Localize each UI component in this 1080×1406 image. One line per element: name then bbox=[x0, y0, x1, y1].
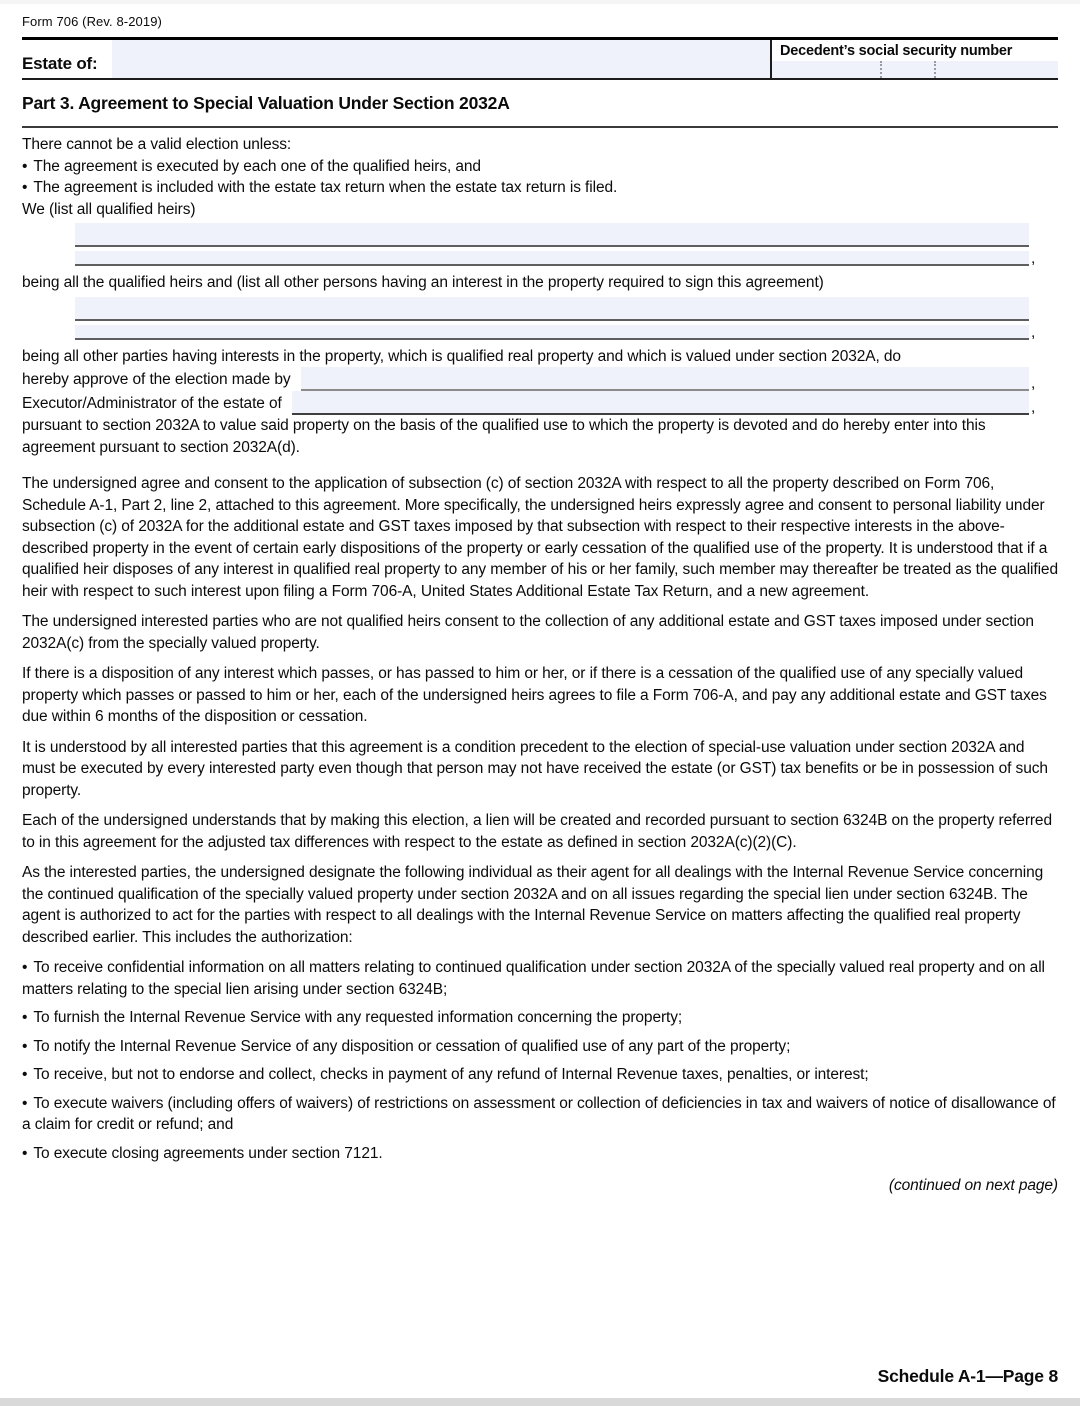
qualified-heirs-field-2[interactable] bbox=[75, 251, 1029, 266]
agreement-paragraph: Each of the undersigned understands that by making this election, a lien will be created and recorded pursuant to section 6324B on the property referred to in this agreement for the adjusted tax differences with respect to the estate as defined in section 2032A(c)(2)(C). bbox=[22, 812, 1052, 851]
condition-item bbox=[22, 156, 1058, 178]
authorization-text: To notify the Internal Revenue Service of any disposition or cessation of qualified use of any part of the property; bbox=[33, 1037, 791, 1055]
ssn-label: Decedent’s social security number bbox=[780, 43, 1013, 59]
ssn-cell bbox=[770, 40, 1058, 78]
ssn-segment-3[interactable] bbox=[936, 61, 1058, 78]
election-intro: There cannot be a valid election unless: bbox=[22, 136, 292, 153]
authorization-text: To receive confidential information on all matters relating to continued qualification under section 2032A of the specially valued real property and on all matters relating to the special lien arising under section 6324B; bbox=[22, 959, 1045, 998]
agreement-paragraph: If there is a disposition of any interest which passes, or has passed to him or her, or if there is a cessation of the qualified use of any specially valued property which passes or passed to him or her, each of the undersigned heirs agrees to file a Form 706-A, and pay any additional estate and GST taxes due within 6 months of the disposition or cessation. bbox=[22, 665, 1047, 725]
estate-header-band bbox=[22, 37, 1058, 80]
bullet-icon: • bbox=[22, 1144, 28, 1162]
ssn-segment-1[interactable] bbox=[772, 61, 882, 78]
parties-connector-text: being all other parties having interests in the property, which is qualified real property and which is valued under section 2032A, do bbox=[22, 347, 901, 365]
ssn-segment-2[interactable] bbox=[882, 61, 936, 78]
authorization-text: To execute waivers (including offers of waivers) of restrictions on assessment or collection of deficiencies in tax and waivers of notice of disallowance of a claim for credit or refund; and bbox=[22, 1094, 1056, 1133]
bullet-icon: • bbox=[22, 157, 28, 175]
estate-of-label: Estate of: bbox=[22, 54, 98, 73]
authorization-item bbox=[22, 957, 1058, 1000]
election-made-by-field[interactable] bbox=[301, 367, 1030, 391]
comma-suffix: , bbox=[1031, 375, 1036, 392]
executor-estate-row bbox=[22, 391, 1038, 415]
continued-note: (continued on next page) bbox=[888, 1177, 1058, 1194]
viewport-bottom-edge bbox=[0, 1398, 1080, 1406]
comma-suffix: , bbox=[1031, 399, 1036, 416]
bullet-icon: • bbox=[22, 1037, 28, 1055]
agreement-paragraph: The undersigned interested parties who are not qualified heirs consent to the collection of any additional estate and GST taxes imposed under section 2032A(c) from the specially valued property. bbox=[22, 613, 1034, 652]
comma-suffix: , bbox=[1031, 250, 1036, 267]
heirs-connector-text: being all the qualified heirs and (list all other persons having an interest in the property required to sign this agreement) bbox=[22, 274, 824, 291]
agreement-body bbox=[22, 134, 1058, 1197]
other-persons-field-1[interactable] bbox=[75, 297, 1029, 321]
condition-text: The agreement is executed by each one of the qualified heirs, and bbox=[33, 157, 481, 175]
authorization-text: To execute closing agreements under section 7121. bbox=[33, 1144, 383, 1162]
qualified-heirs-fill-block bbox=[75, 220, 1038, 266]
authorization-item bbox=[22, 1093, 1058, 1136]
condition-text: The agreement is included with the estate tax return when the estate tax return is filed. bbox=[33, 179, 618, 196]
form-revision-label: Form 706 (Rev. 8-2019) bbox=[22, 14, 162, 29]
agreement-paragraph: As the interested parties, the undersigned designate the following individual as their agent for all dealings with the Internal Revenue Service concerning the continued qualification of the specially valued property under section 2032A and on all issues regarding the special lien under section 6324B. The agent is authorized to act for the parties with respect to all dealings with the Internal Revenue Service on matters affecting the qualified real property described earlier. This includes the authorization: bbox=[22, 864, 1044, 946]
election-made-by-row bbox=[22, 367, 1038, 391]
authorization-item bbox=[22, 1007, 1058, 1029]
executor-label: Executor/Administrator of the estate of bbox=[22, 395, 282, 412]
bullet-icon: • bbox=[22, 1094, 28, 1112]
approve-by-label: hereby approve of the election made by bbox=[22, 371, 291, 388]
bullet-icon: • bbox=[22, 1066, 28, 1083]
pursuant-text: pursuant to section 2032A to value said property on the basis of the qualified use to which the property is devoted and do hereby enter into this agreement pursuant to section 2032A(d). bbox=[22, 417, 986, 456]
estate-cell bbox=[22, 40, 770, 78]
agreement-paragraph: The undersigned agree and consent to the application of subsection (c) of section 2032A with respect to all the property described on Form 706, Schedule A-1, Part 2, line 2, attached to this agreement. More specifically, the undersigned heirs expressly agree and consent to personal liability under subsection (c) of 2032A for the additional estate and GST taxes imposed by that subsection with respect to their respective interests in the above-described property in the event of certain early dispositions of the property or early cessation of the qualified use of the property. It is understood that if a qualified heir disposes of any interest in qualified real property to any member of his or her family, such member may thereafter be treated as the qualified heir with respect to such interest upon filing a Form 706-A, United States Additional Estate Tax Return, and a new agreement. bbox=[22, 475, 1058, 600]
schedule-page-label: Schedule A-1—Page 8 bbox=[877, 1366, 1058, 1386]
bullet-icon: • bbox=[22, 179, 28, 196]
qualified-heirs-field-1[interactable] bbox=[75, 223, 1029, 247]
authorization-item bbox=[22, 1036, 1058, 1058]
ssn-field[interactable] bbox=[772, 61, 1058, 78]
condition-item bbox=[22, 177, 1058, 199]
other-persons-field-2[interactable] bbox=[75, 325, 1029, 340]
agreement-paragraph: It is understood by all interested parties that this agreement is a condition precedent to the election of special-use valuation under section 2032A and must be executed by every interested party even though that person may not have received the estate (or GST) tax benefits or be in possession of such property. bbox=[22, 738, 1048, 799]
authorization-item bbox=[22, 1064, 1058, 1086]
bullet-icon: • bbox=[22, 1009, 28, 1026]
estate-name-field[interactable] bbox=[112, 40, 770, 78]
other-persons-fill-block bbox=[75, 294, 1038, 340]
we-list-label: We (list all qualified heirs) bbox=[22, 200, 196, 218]
part3-title: Part 3. Agreement to Special Valuation Under Section 2032A bbox=[22, 80, 1058, 128]
bullet-icon: • bbox=[22, 959, 28, 976]
authorization-text: To receive, but not to endorse and collect, checks in payment of any refund of Internal Revenue taxes, penalties, or interest; bbox=[33, 1066, 869, 1083]
authorization-text: To furnish the Internal Revenue Service with any requested information concerning the property; bbox=[33, 1009, 683, 1026]
comma-suffix: , bbox=[1031, 323, 1036, 341]
authorization-item bbox=[22, 1143, 1058, 1165]
estate-of-field[interactable] bbox=[292, 391, 1029, 415]
